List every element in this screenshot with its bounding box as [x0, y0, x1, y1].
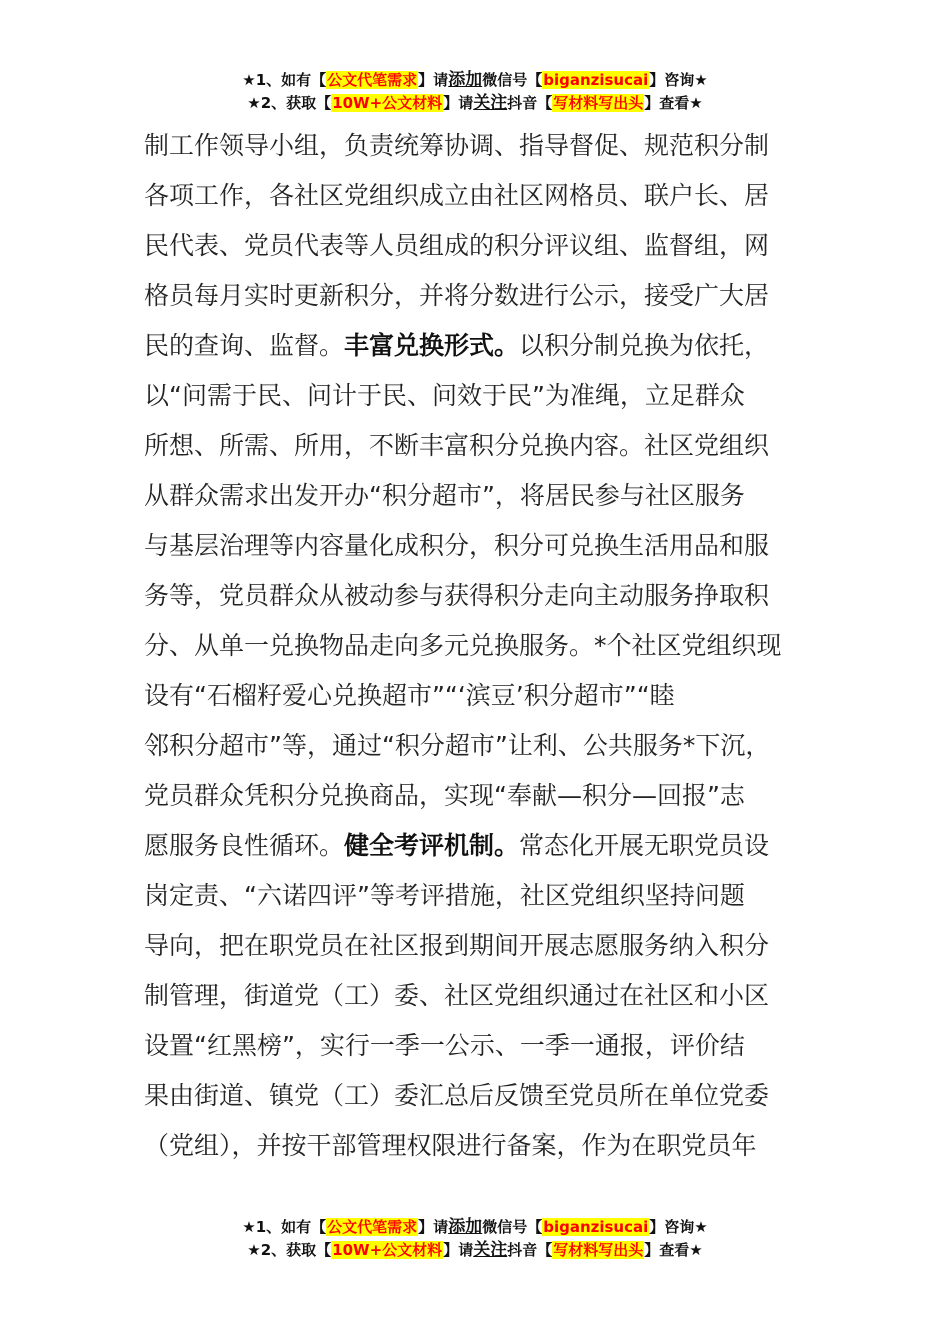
header-banner-line-2: ★2、获取【10W+公文材料】请关注抖音【写材料写出头】查看★: [247, 93, 703, 113]
highlight-ghostwriting: 公文代笔需求: [327, 1218, 418, 1236]
body-line: 果由街道、镇党（工）委汇总后反馈至党员所在单位党委: [144, 1081, 770, 1110]
body-line: 与基层治理等内容量化成积分，积分可兑换生活用品和服: [144, 531, 770, 560]
body-line: 制管理，街道党（工）委、社区党组织通过在社区和小区: [144, 981, 770, 1010]
section-heading-evaluation: 健全考评机制。: [344, 831, 520, 860]
body-line: 设置“红黑榜”，实行一季一公示、一季一通报，评价结: [144, 1031, 745, 1060]
footer-banner-line-1: ★1、如有【公文代笔需求】请添加微信号【biganzisucai】咨询★: [242, 1217, 708, 1237]
underlined-add: 添加: [448, 1217, 483, 1237]
body-line: 分、从单一兑换物品走向多元兑换服务。*个社区党组织现: [144, 631, 782, 660]
highlight-wechat-id: biganzisucai: [543, 71, 649, 89]
body-line: 从群众需求出发开办“积分超市”，将居民参与社区服务: [144, 481, 745, 510]
body-line: 格员每月实时更新积分，并将分数进行公示，接受广大居: [144, 281, 770, 310]
header-banner-line-1: ★1、如有【公文代笔需求】请添加微信号【biganzisucai】咨询★: [242, 70, 708, 90]
underlined-follow: 关注: [473, 93, 508, 113]
highlight-materials: 10W+公文材料: [332, 94, 443, 112]
body-line: 邻积分超市”等，通过“积分超市”让利、公共服务*下沉，: [144, 731, 771, 760]
underlined-add: 添加: [448, 70, 483, 90]
footer-banner: [0, 1216, 950, 1262]
header-banner: [0, 69, 950, 115]
body-line: （党组），并按干部管理权限进行备案，作为在职党员年: [144, 1131, 757, 1160]
highlight-materials: 10W+公文材料: [332, 1241, 443, 1259]
body-line: 设有“石榴籽爱心兑换超市”“‘滨豆’积分超市”“睦: [144, 681, 675, 710]
underlined-follow: 关注: [473, 1240, 508, 1260]
body-line: 民代表、党员代表等人员组成的积分评议组、监督组，网: [144, 231, 770, 260]
body-line: 岗定责、“六诺四评”等考评措施，社区党组织坚持问题: [144, 881, 745, 910]
highlight-ghostwriting: 公文代笔需求: [327, 71, 418, 89]
body-line: 党员群众凭积分兑换商品，实现“奉献—积分—回报”志: [144, 781, 745, 810]
body-line: 制工作领导小组，负责统筹协调、指导督促、规范积分制: [144, 131, 770, 160]
document-body: [144, 121, 814, 1171]
body-line: 各项工作，各社区党组织成立由社区网格员、联户长、居: [144, 181, 770, 210]
highlight-wechat-id: biganzisucai: [543, 1218, 649, 1236]
highlight-douyin-account: 写材料写出头: [553, 1241, 644, 1259]
section-heading-exchange: 丰富兑换形式。: [344, 331, 520, 360]
body-line: 导向，把在职党员在社区报到期间开展志愿服务纳入积分: [144, 931, 770, 960]
body-line: 务等，党员群众从被动参与获得积分走向主动服务挣取积: [144, 581, 770, 610]
footer-banner-line-2: ★2、获取【10W+公文材料】请关注抖音【写材料写出头】查看★: [247, 1240, 703, 1260]
highlight-douyin-account: 写材料写出头: [553, 94, 644, 112]
body-line: 愿服务良性循环。健全考评机制。常态化开展无职党员设: [144, 831, 770, 860]
body-line: 所想、所需、所用，不断丰富积分兑换内容。社区党组织: [144, 431, 770, 460]
body-line: 以“问需于民、问计于民、问效于民”为准绳，立足群众: [144, 381, 745, 410]
body-line: 民的查询、监督。丰富兑换形式。以积分制兑换为依托，: [144, 331, 770, 360]
